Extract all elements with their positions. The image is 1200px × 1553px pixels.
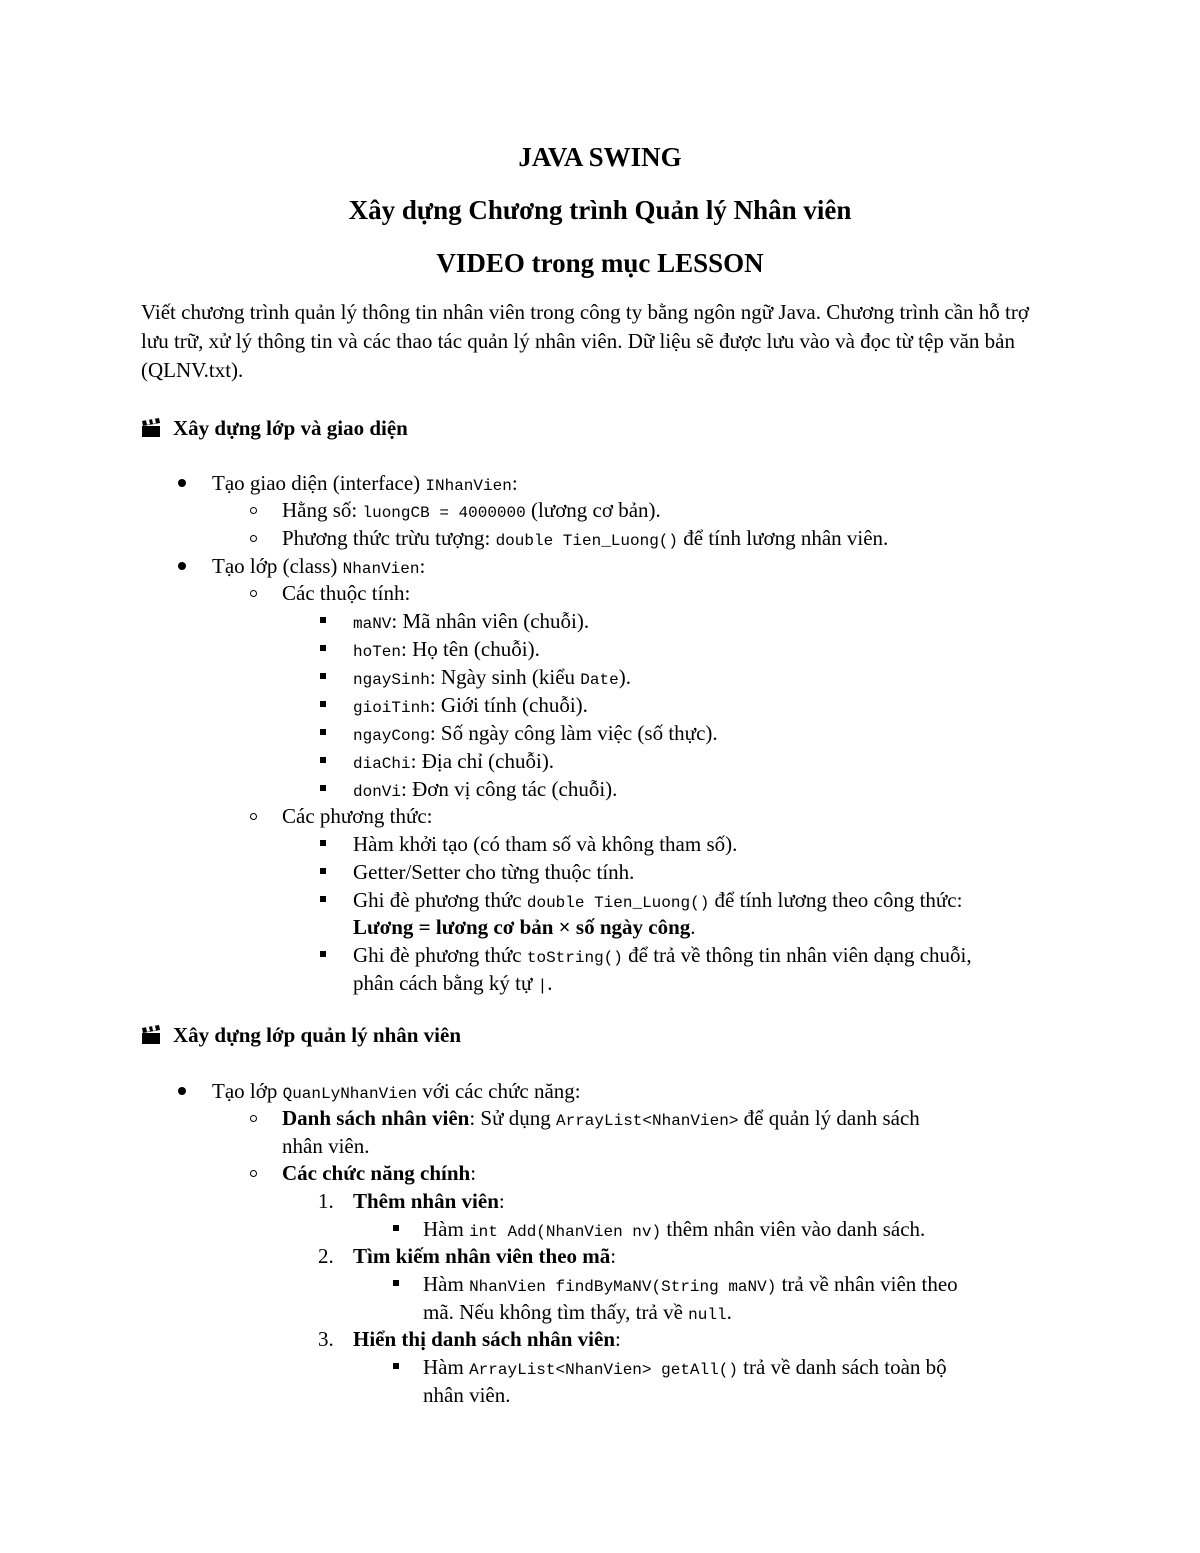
function-getall-title: Hiển thị danh sách nhân viên: <box>353 1327 621 1351</box>
bullet-circle <box>250 1115 257 1122</box>
bullet-square <box>320 785 326 791</box>
intro-paragraph: Viết chương trình quản lý thông tin nhân viên trong công ty bằng ngôn ngữ Java. Chương trình cần hỗ trợ lưu trữ, xử lý thông tin và các thao tác quản lý nhân viên. Dữ liệu sẽ được lưu vào và đọc từ tệp văn bản (QLNV.txt). <box>141 300 1029 382</box>
attribute-item: ngayCong: Số ngày công làm việc (số thực). <box>353 721 718 745</box>
bullet-circle <box>250 1170 257 1177</box>
attribute-item: gioiTinh: Giới tính (chuỗi). <box>353 693 588 717</box>
numbered-marker: 2. <box>318 1244 334 1268</box>
function-find-desc-cont: mã. Nếu không tìm thấy, trả về null. <box>423 1300 732 1324</box>
section-heading-text: Xây dựng lớp quản lý nhân viên <box>173 1023 462 1047</box>
doc-title: JAVA SWING <box>518 142 682 172</box>
method-item: Getter/Setter cho từng thuộc tính. <box>353 860 635 884</box>
bullet-dot <box>178 1087 186 1095</box>
function-find-desc: Hàm NhanVien findByMaNV(String maNV) trả về nhân viên theo <box>423 1272 958 1296</box>
bullet-square <box>393 1280 399 1286</box>
clapperboard-icon <box>141 418 161 438</box>
doc-video-note: VIDEO trong mục LESSON <box>436 248 764 278</box>
list-item-class: Tạo lớp (class) NhanVien: <box>212 554 426 578</box>
numbered-marker: 3. <box>318 1327 334 1351</box>
section-heading-manager <box>141 1021 461 1049</box>
list-item-employee-list-cont: nhân viên. <box>282 1134 370 1158</box>
attribute-item: maNV: Mã nhân viên (chuỗi). <box>353 609 590 633</box>
section-heading-classes <box>141 414 408 442</box>
bullet-circle <box>250 590 257 597</box>
bullet-circle <box>250 535 257 542</box>
function-getall-desc: Hàm ArrayList<NhanVien> getAll() trả về danh sách toàn bộ <box>423 1355 947 1379</box>
salary-formula: Lương = lương cơ bản × số ngày công. <box>353 915 696 939</box>
bullet-square <box>320 896 326 902</box>
function-add-desc: Hàm int Add(NhanVien nv) thêm nhân viên vào danh sách. <box>423 1217 926 1241</box>
list-item-manager-class: Tạo lớp QuanLyNhanVien với các chức năng: <box>212 1079 581 1103</box>
function-getall-desc-cont: nhân viên. <box>423 1383 511 1407</box>
method-item-tostring: Ghi đè phương thức toString() để trả về thông tin nhân viên dạng chuỗi, <box>353 943 972 967</box>
list-item-interface: Tạo giao diện (interface) INhanVien: <box>212 471 518 495</box>
method-item-tostring-cont: phân cách bằng ký tự |. <box>353 971 553 995</box>
bullet-square <box>320 757 326 763</box>
bullet-dot <box>178 479 186 487</box>
clapperboard-icon <box>141 1025 161 1045</box>
bullet-circle <box>250 507 257 514</box>
bullet-square <box>320 729 326 735</box>
bullet-square <box>320 840 326 846</box>
bullet-square <box>320 645 326 651</box>
function-add-title: Thêm nhân viên: <box>353 1189 505 1213</box>
bullet-square <box>320 868 326 874</box>
method-item-tien-luong: Ghi đè phương thức double Tien_Luong() để tính lương theo công thức: <box>353 888 963 912</box>
bullet-square <box>393 1363 399 1369</box>
list-item-employee-list: Danh sách nhân viên: Sử dụng ArrayList<NhanVien> để quản lý danh sách <box>282 1106 920 1130</box>
doc-subtitle: Xây dựng Chương trình Quản lý Nhân viên <box>348 195 852 225</box>
bullet-square <box>320 951 326 957</box>
bullet-square <box>320 701 326 707</box>
numbered-marker: 1. <box>318 1189 334 1213</box>
section-heading-text: Xây dựng lớp và giao diện <box>173 416 408 440</box>
main-functions-label: Các chức năng chính: <box>282 1161 477 1185</box>
method-item: Hàm khởi tạo (có tham số và không tham số). <box>353 832 738 856</box>
bullet-square <box>393 1225 399 1231</box>
attributes-label: Các thuộc tính: <box>282 581 411 605</box>
methods-label: Các phương thức: <box>282 804 433 828</box>
list-item-abstract-method: Phương thức trừu tượng: double Tien_Luong() để tính lương nhân viên. <box>282 526 889 550</box>
list-item-constant: Hằng số: luongCB = 4000000 (lương cơ bản). <box>282 498 661 522</box>
bullet-dot <box>178 562 186 570</box>
bullet-square <box>320 617 326 623</box>
bullet-circle <box>250 813 257 820</box>
bullet-square <box>320 673 326 679</box>
attribute-item: ngaySinh: Ngày sinh (kiểu Date). <box>353 665 631 689</box>
attribute-item: diaChi: Địa chỉ (chuỗi). <box>353 749 555 773</box>
attribute-item: hoTen: Họ tên (chuỗi). <box>353 637 540 661</box>
function-find-title: Tìm kiếm nhân viên theo mã: <box>353 1244 617 1268</box>
attribute-item: donVi: Đơn vị công tác (chuỗi). <box>353 777 618 801</box>
